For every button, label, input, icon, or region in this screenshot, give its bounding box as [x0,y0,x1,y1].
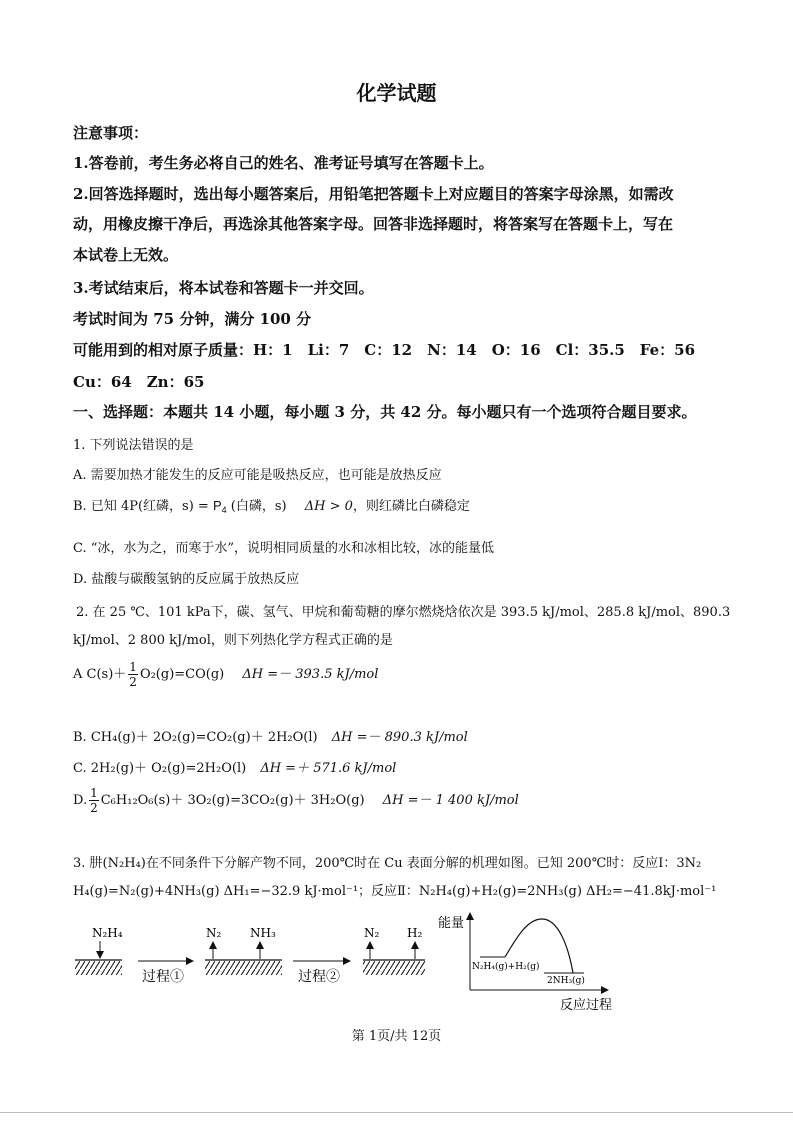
notice-item-2-line-1: 2.回答选择题时，选出每小题答案后，用铅笔把答题卡上对应题目的答案字母涂黑，如需改 [73,185,674,203]
q2-d-pre: D. [73,793,88,808]
q2-a-pre: A C(s)＋ [73,667,127,682]
q2-d-delta-h: ΔH =－ 1 400 kJ/mol [382,793,519,808]
q3-stem-line-1: 3. 肼(N₂H₄)在不同条件下分解产物不同，200℃时在 Cu 表面分解的机理如图。已知 200℃时：反应Ⅰ：3N₂ [73,856,702,871]
reactants-label: N₂H₄(g)+H₂(g) [472,962,540,972]
q1-option-b [73,495,470,515]
q2-a-delta-h: ΔH =－ 393.5 kJ/mol [242,667,379,682]
q2-a-post: O₂(g)=CO(g) [139,667,225,682]
n2-label-b: N₂ [364,926,380,940]
q2-c-delta-h: ΔH =＋ 571.6 kJ/mol [260,761,397,776]
q2-b-equation: B. CH₄(g)＋ 2O₂(g)=CO₂(g)＋ 2H₂O(l) [73,730,318,745]
nh3-label: NH₃ [250,926,276,940]
q1-b-delta-h: ΔH > 0 [304,499,353,514]
q2-option-b [73,726,468,745]
q2-d-fraction: $\frac{1}{2}$ [90,786,98,815]
atomic-masses-line-1: 可能用到的相对原子质量：H：1 Li：7 C：12 N：14 O：16 Cl：35.5 Fe：56 [73,341,696,359]
q2-stem-line-2: kJ/mol、2 800 kJ/mol，则下列热化学方程式正确的是 [73,633,393,648]
q1-stem: 1. 下列说法错误的是 [73,438,194,453]
q2-d-equation: C₆H₁₂O₆(s)＋ 3O₂(g)=3CO₂(g)＋ 3H₂O(g) [100,793,365,808]
q1-b-p4: $P_4$ [212,498,227,515]
notice-item-2-line-2: 动，用橡皮擦干净后，再选涂其他答案字母。回答非选择题时，将答案写在答题卡上，写在 [73,215,674,233]
page-title: 化学试题 [356,81,437,105]
exam-time: 考试时间为 75 分钟，满分 100 分 [73,310,312,328]
notice-heading: 注意事项： [73,124,149,142]
products-label: 2NH₃(g) [547,976,585,986]
q1-option-c: C. “冰，水为之，而寒于水”，说明相同质量的水和冰相比较，冰的能量低 [73,541,495,556]
q2-c-equation: C. 2H₂(g)＋ O₂(g)=2H₂O(l) [73,761,247,776]
section-heading: 一、选择题：本题共 14 小题，每小题 3 分，共 42 分。每小题只有一个选项符合题目要求。 [73,403,697,421]
atomic-masses-line-2: Cu：64 Zn：65 [73,373,205,391]
cu-surface-1 [75,960,122,975]
energy-axis-label: 能量 [438,916,465,931]
process-2-label: 过程② [298,969,340,985]
page-number: 第 1页/共 12页 [351,1029,442,1044]
reaction-axis-label: 反应过程 [560,998,613,1013]
q1-b-post: ，则红磷比白磷稳定 [352,499,470,514]
energy-diagram [438,913,612,1013]
h2-label: H₂ [407,926,423,940]
q2-option-a [73,660,378,689]
notice-item-1: 1.答卷前，考生务必将自己的姓名、准考证号填写在答题卡上。 [73,154,494,172]
mechanism-figure [60,905,660,1015]
q1-option-d: D. 盐酸与碳酸氢钠的反应属于放热反应 [73,572,300,587]
q2-option-c [73,757,396,776]
process-1-label: 过程① [142,969,184,985]
bottom-divider [0,1112,793,1113]
n2-label-a: N₂ [206,926,222,940]
q1-b-arrow: = [197,499,209,514]
n2h4-label: N₂H₄ [92,926,123,940]
notice-item-3: 3.考试结束后，将本试卷和答题卡一并交回。 [73,279,374,297]
q1-b-pre: B. 已知 4P(红磷，s) [73,499,198,514]
q1-option-a: A. 需要加热才能发生的反应可能是吸热反应，也可能是放热反应 [73,468,442,483]
q2-a-fraction: $\frac{1}{2}$ [129,660,137,689]
cu-surface-3 [363,960,425,975]
cu-surface-2 [205,960,282,975]
notice-item-2-line-3: 本试卷上无效。 [73,246,179,264]
q2-option-d [73,786,519,815]
q1-b-mid: (白磷，s) [226,499,287,514]
q2-b-delta-h: ΔH =－ 890.3 kJ/mol [331,730,468,745]
q3-stem-line-2: H₄(g)=N₂(g)+4NH₃(g) ΔH₁=−32.9 kJ·mol⁻¹；反应Ⅱ：N₂H₄(g)+H₂(g)=2NH₃(g) ΔH₂=−41.8kJ·mol⁻¹ [73,884,717,899]
q2-stem-line-1: 2. 在 25 ℃、101 kPa下，碳、氢气、甲烷和葡萄糖的摩尔燃烧焓依次是 393.5 kJ/mol、285.8 kJ/mol、890.3 [76,605,731,620]
